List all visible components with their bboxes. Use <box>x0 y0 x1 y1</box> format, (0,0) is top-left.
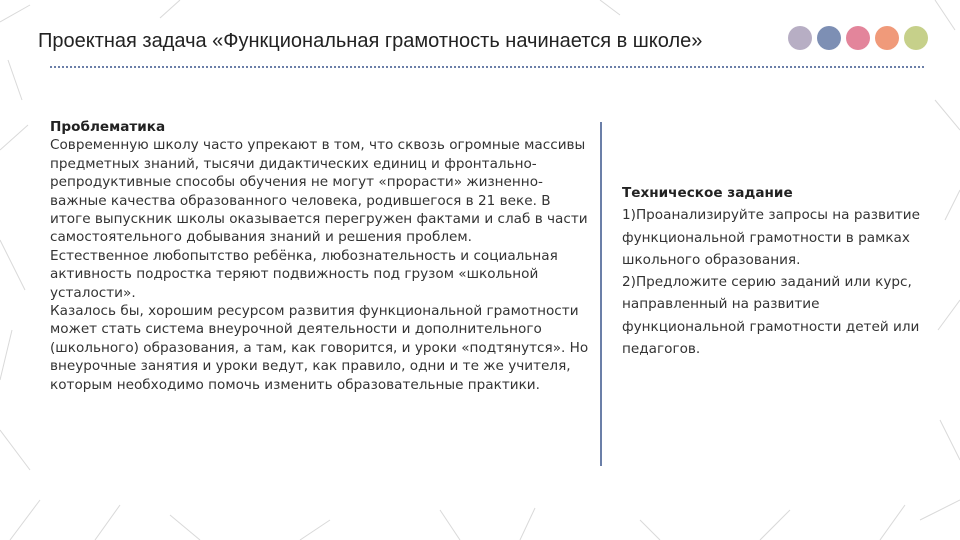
decor-dots <box>788 26 928 50</box>
problem-paragraph-3: Казалось бы, хорошим ресурсом развития функциональной грамотности может стать система внеурочной деятельности и дополнительного (школьного) образования, а там, как говорится, и уроки «подтянутся». Но внеурочные занятия и уроки ведут, как правило, одни и те же учителя, которым необходимо помочь изменить образовательные практики. <box>50 303 589 393</box>
decor-dot-3 <box>846 26 870 50</box>
column-divider <box>600 122 602 466</box>
task-item-1: 1)Проанализируйте запросы на развитие функциональной грамотности в рамках школьного образования. <box>622 207 920 268</box>
decor-dot-1 <box>788 26 812 50</box>
slide-title: Проектная задача «Функциональная грамотность начинается в школе» <box>38 30 703 52</box>
problem-section <box>50 118 595 394</box>
problem-paragraph-2: Естественное любопытство ребёнка, любознательность и социальная активность подростка теряют подвижность под грузом «школьной усталости». <box>50 247 558 301</box>
task-heading: Техническое задание <box>622 185 793 201</box>
decor-dot-5 <box>904 26 928 50</box>
problem-heading: Проблематика <box>50 119 166 135</box>
decor-dot-4 <box>875 26 899 50</box>
task-item-2: 2)Предложите серию заданий или курс, направленный на развитие функциональной грамотности детей или педагогов. <box>622 274 920 358</box>
problem-paragraph-1: Современную школу часто упрекают в том, что сквозь огромные массивы предметных знаний, тысячи дидактических единиц и фронтально-репродуктивные способы обучения не могут «прорасти» жизненно-важные качества образованного человека, родившегося в 21 веке. В итоге выпускник школы оказывается перегружен фактами и слаб в части самостоятельного добывания знаний и решения проблем. <box>50 137 588 246</box>
task-section <box>622 182 932 360</box>
decor-dot-2 <box>817 26 841 50</box>
title-divider <box>50 66 924 68</box>
